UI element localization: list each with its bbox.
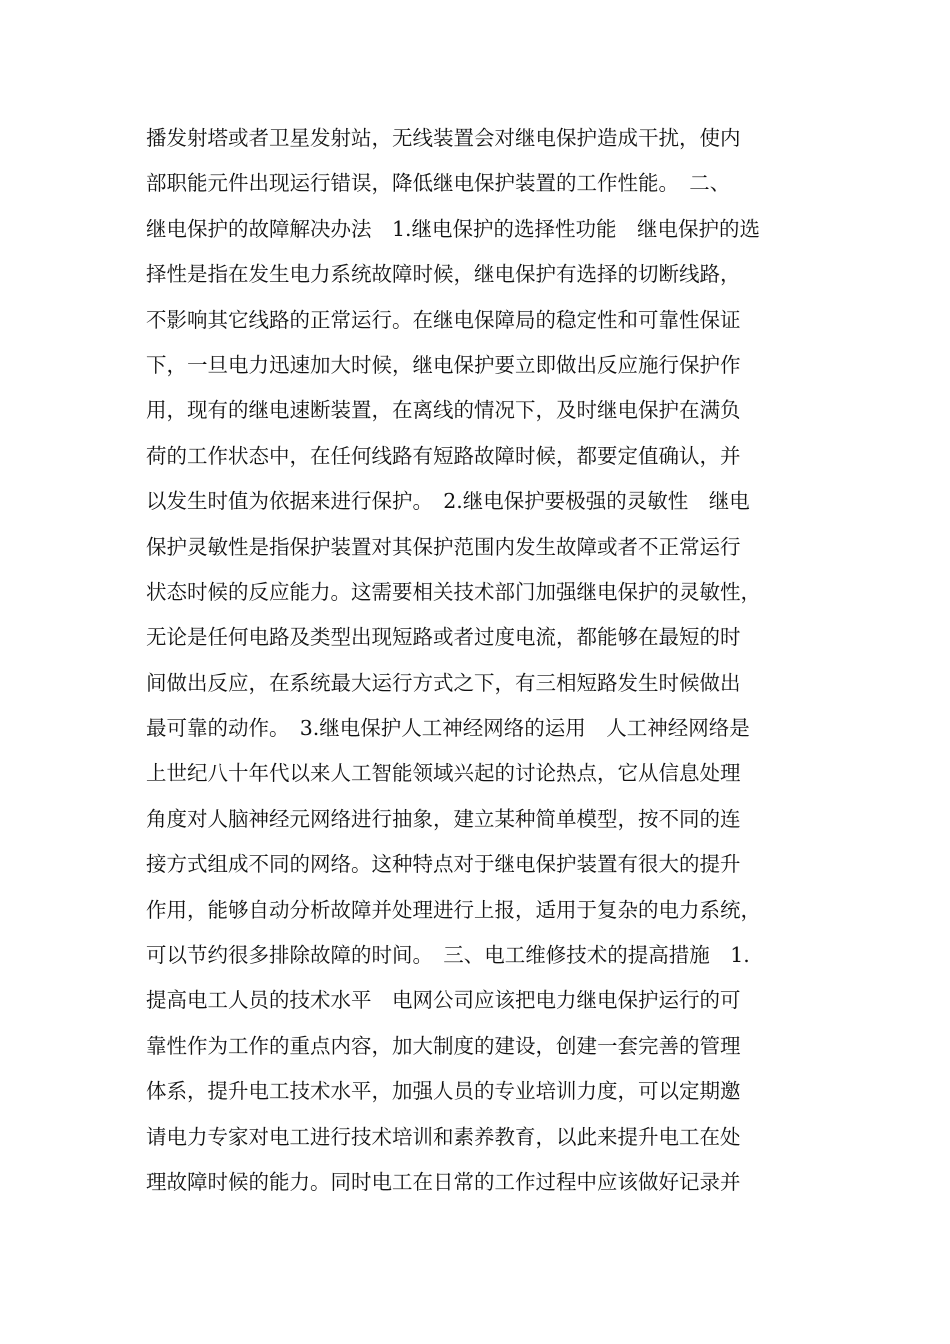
- text-line: 无论是任何电路及类型出现短路或者过度电流，都能够在最短的时: [146, 625, 741, 650]
- text-line: 靠性作为工作的重点内容，加大制度的建设，创建一套完善的管理: [146, 1033, 741, 1058]
- text-line: 择性是指在发生电力系统故障时候，继电保护有选择的切断线路，: [146, 262, 741, 287]
- text-line: 提高电工人员的技术水平 电网公司应该把电力继电保护运行的可: [146, 988, 741, 1013]
- text-line: 状态时候的反应能力。这需要相关技术部门加强继电保护的灵敏性，: [146, 579, 761, 604]
- text-line: 角度对人脑神经元网络进行抽象，建立某种简单模型，按不同的连: [146, 806, 741, 831]
- text-line: 理故障时候的能力。同时电工在日常的工作过程中应该做好记录并: [146, 1169, 741, 1194]
- text-line: 荷的工作状态中，在任何线路有短路故障时候，都要定值确认，并: [146, 443, 741, 468]
- text-line: 以发生时值为依据来进行保护。 2.继电保护要极强的灵敏性 继电: [146, 489, 750, 514]
- text-line: 请电力专家对电工进行技术培训和素养教育，以此来提升电工在处: [146, 1124, 741, 1149]
- text-line: 播发射塔或者卫星发射站，无线装置会对继电保护造成干扰，使内: [146, 126, 741, 150]
- text-line: 部职能元件出现运行错误，降低继电保护装置的工作性能。 二、: [146, 171, 731, 196]
- text-line: 体系，提升电工技术水平，加强人员的专业培训力度，可以定期邀: [146, 1079, 741, 1104]
- text-line: 可以节约很多排除故障的时间。 三、电工维修技术的提高措施 1.: [146, 943, 750, 968]
- text-line: 最可靠的动作。 3.继电保护人工神经网络的运用 人工神经网络是: [146, 716, 750, 741]
- body-text: [146, 116, 826, 1205]
- text-line: 下，一旦电力迅速加大时候，继电保护要立即做出反应施行保护作: [146, 352, 741, 377]
- text-line: 作用，能够自动分析故障并处理进行上报，适用于复杂的电力系统，: [146, 897, 761, 922]
- text-line: 上世纪八十年代以来人工智能领域兴起的讨论热点，它从信息处理: [146, 761, 741, 786]
- text-line: 用，现有的继电速断装置，在离线的情况下，及时继电保护在满负: [146, 398, 741, 423]
- text-line: 间做出反应，在系统最大运行方式之下，有三相短路发生时候做出: [146, 670, 741, 695]
- text-line: 保护灵敏性是指保护装置对其保护范围内发生故障或者不正常运行: [146, 534, 741, 559]
- text-line: 继电保护的故障解决办法 1.继电保护的选择性功能 继电保护的选: [146, 216, 761, 241]
- text-line: 不影响其它线路的正常运行。在继电保障局的稳定性和可靠性保证: [146, 307, 741, 332]
- text-line: 接方式组成不同的网络。这种特点对于继电保护装置有很大的提升: [146, 852, 741, 877]
